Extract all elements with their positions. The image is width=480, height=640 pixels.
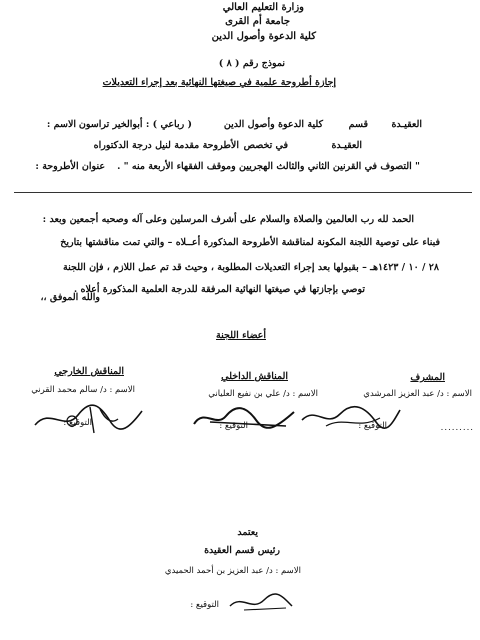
university-name: جامعة أم القرى [225,16,290,27]
internal-examiner-signature-icon [190,402,300,434]
supervisor-role: المشرف [410,372,445,383]
body-para-1: فبناء على توصية اللجنة المكونة لمناقشة الأطروحة المذكورة أعــلاه – والتي تمت مناقشتها بتاريخ [60,237,440,248]
body-para-3: توصي بإجازتها في صيغتها النهائية المرفقة للدرجة العلمية المذكورة أعلاه . [73,284,365,295]
thesis-title-value: " التصوف في القرنين الثاني والثالث الهجريين وموقف الفقهاء الأربعة منه " . [117,161,420,172]
dept-label: قسم [348,119,368,130]
closing: والله الموفق ،، [40,292,100,303]
thesis-title-label: عنوان الأطروحة : [35,161,105,172]
external-examiner-name: الاسم : د/ سالم محمد القرني [31,385,135,395]
external-examiner-role: المناقش الخارجي [54,366,124,377]
form-number: نموذج رقم ( ٨ ) [218,58,285,69]
approval-sign-label: التوقيع : [190,600,219,610]
internal-examiner-role: المناقش الداخلي [221,371,288,382]
form-subtitle: إجازة أطروحة علمية في صيغتها النهائية بعد إجراء التعديلات [102,77,336,88]
college-name: كلية الدعوة وأصول الدين [211,31,316,42]
supervisor-signature-icon [296,402,406,432]
ministry-name: وزارة التعليم العالي [222,2,304,13]
body-para-2: ٢٨ / ١٠ / ١٤٢٣هـ – بقبولها بعد إجراء التعديلات المطلوبة ، وحيث قد تم عمل اللازم ، فإن اللجنة [63,262,439,273]
supervisor-sign-line: ......... [440,423,474,433]
supervisor-sign-label: التوقيع : [358,421,387,431]
name-label: الاسم : [46,119,76,130]
college-value: كلية الدعوة وأصول الدين [223,119,323,130]
divider [14,192,472,193]
external-examiner-signature-icon [30,397,150,437]
greeting: الحمد لله رب العالمين والصلاة والسلام على أشرف المرسلين وعلى آله وصحبه أجمعين وبعد : [42,214,414,225]
external-examiner-sign-label: التوقيع : [63,418,92,428]
approval-label: يعتمد [237,527,258,538]
dept-value: العقيـدة [391,119,422,130]
supervisor-name: الاسم : د/ عبد العزيز المرشدي [363,389,472,399]
thesis-label: الأطروحة مقدمة لنيل درجة الدكتوراه [93,140,239,151]
spec-value: العقيـدة [331,140,362,151]
department-head-signature-icon [226,592,296,614]
approval-name: الاسم : د/ عبد العزيز بن أحمد الحميدي [164,566,301,576]
internal-examiner-name: الاسم : د/ علي بن نفيع العلياني [208,389,318,399]
approval-role: رئيس قسم العقيدة [204,545,280,556]
internal-examiner-sign-label: التوقيع : [219,421,248,431]
committee-title: أعضاء اللجنة [216,330,266,341]
spec-label: في تخصص [243,140,288,151]
name-value: ( رباعي ) : أبوالخير تراسون [78,119,192,130]
